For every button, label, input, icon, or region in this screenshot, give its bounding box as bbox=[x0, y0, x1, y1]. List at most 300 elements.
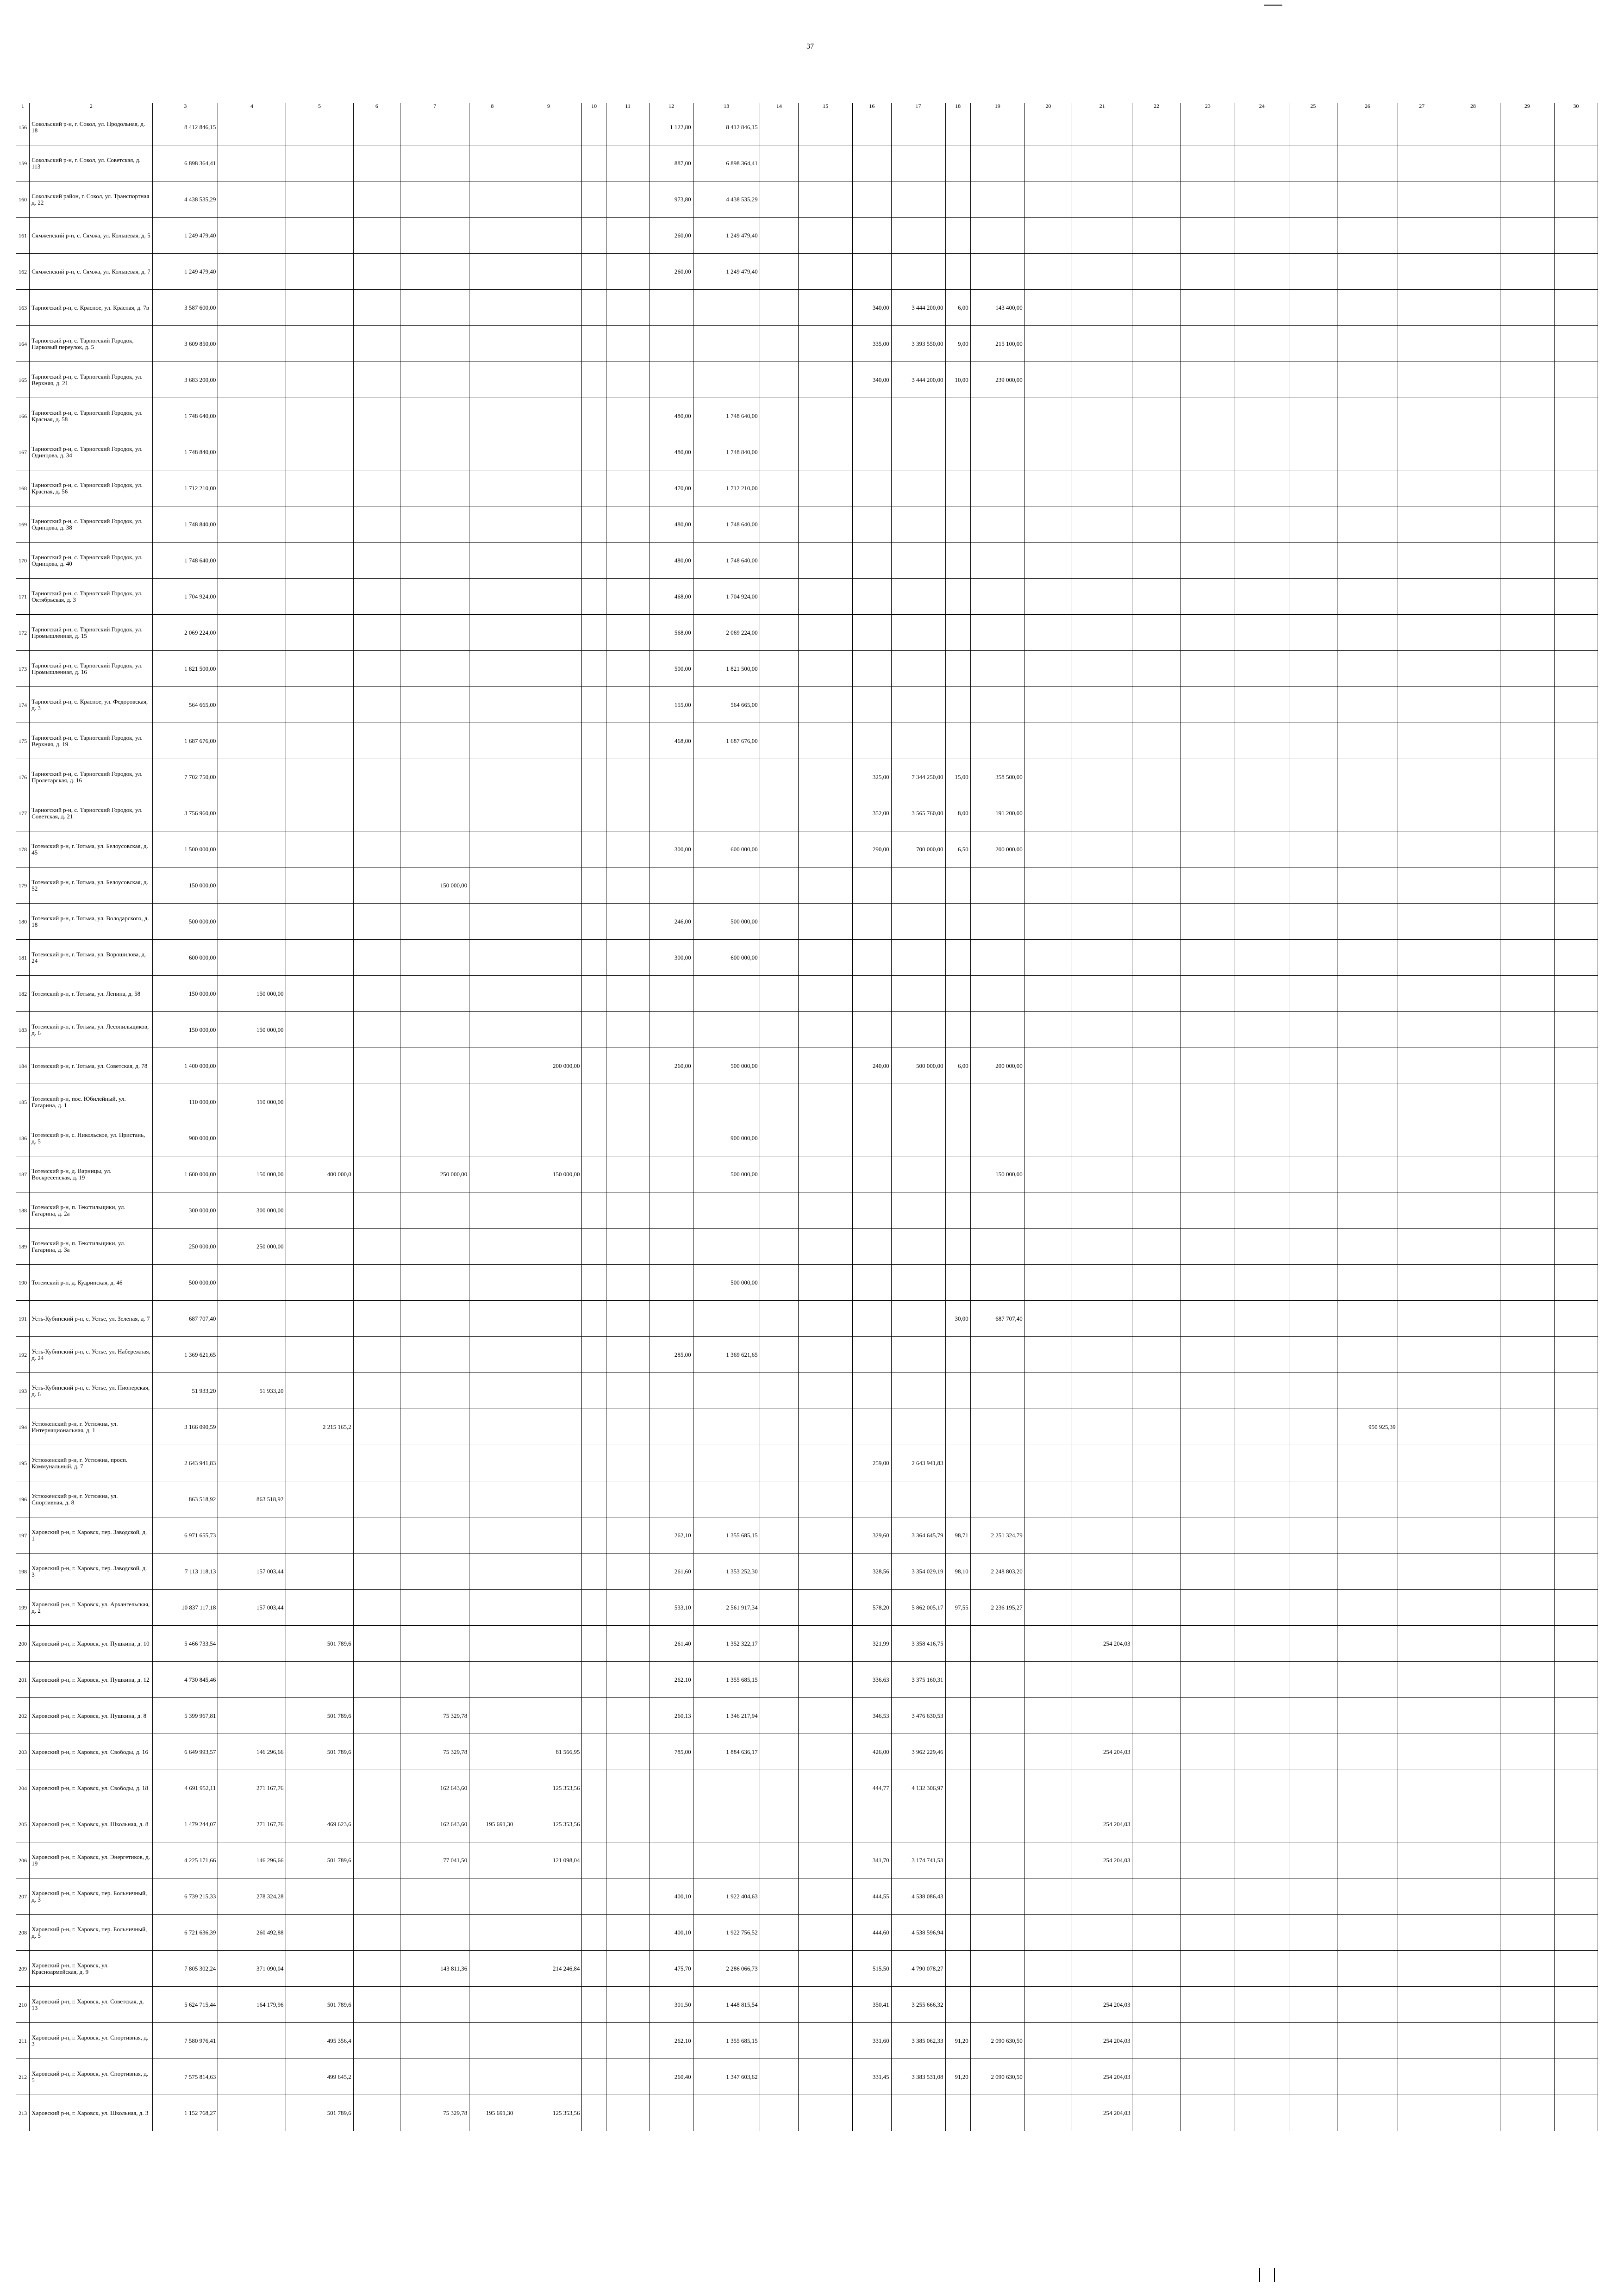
value-cell: 240,00 bbox=[853, 1048, 892, 1084]
address-cell: Тарногский р-н, с. Тарногский Городок, ул. Одинцова, д. 38 bbox=[30, 506, 153, 543]
value-cell bbox=[1337, 795, 1398, 831]
address-cell: Харовский р-н, г. Харовск, пер. Больничный, д. 3 bbox=[30, 1878, 153, 1915]
value-cell bbox=[760, 1698, 799, 1734]
value-cell bbox=[353, 615, 400, 651]
column-number: 10 bbox=[582, 103, 606, 109]
value-cell bbox=[353, 2023, 400, 2059]
value-cell bbox=[400, 362, 469, 398]
value-cell bbox=[469, 651, 515, 687]
value-cell bbox=[515, 1012, 582, 1048]
value-cell bbox=[1337, 1084, 1398, 1120]
value-cell bbox=[1337, 1878, 1398, 1915]
value-cell bbox=[760, 181, 799, 218]
value-cell bbox=[582, 940, 606, 976]
table-row bbox=[16, 1373, 1598, 1409]
table-row bbox=[16, 1265, 1598, 1301]
value-cell: 157 003,44 bbox=[218, 1554, 286, 1590]
value-cell bbox=[515, 1517, 582, 1554]
value-cell bbox=[515, 615, 582, 651]
value-cell bbox=[970, 1987, 1024, 2023]
value-cell bbox=[469, 759, 515, 795]
value-cell bbox=[1337, 1915, 1398, 1951]
value-cell bbox=[799, 1626, 853, 1662]
value-cell bbox=[760, 1806, 799, 1842]
value-cell bbox=[1024, 1987, 1072, 2023]
address-cell: Тотемский р-н, г. Тотьма, ул. Белоусовская, д. 45 bbox=[30, 831, 153, 867]
value-cell bbox=[606, 1517, 650, 1554]
value-cell: 3 962 229,46 bbox=[891, 1734, 945, 1770]
value-cell bbox=[1289, 1590, 1337, 1626]
value-cell bbox=[1235, 1915, 1289, 1951]
value-cell bbox=[1446, 1301, 1500, 1337]
value-cell bbox=[1500, 1012, 1554, 1048]
value-cell bbox=[970, 506, 1024, 543]
value-cell bbox=[1024, 543, 1072, 579]
value-cell bbox=[1132, 1156, 1181, 1192]
address-cell: Сямженский р-н, с. Сямжа, ул. Кольцевая, д. 7 bbox=[30, 254, 153, 290]
value-cell bbox=[1181, 145, 1235, 181]
value-cell bbox=[469, 1373, 515, 1409]
value-cell bbox=[515, 1662, 582, 1698]
value-cell: 501 789,6 bbox=[286, 1842, 353, 1878]
value-cell: 335,00 bbox=[853, 326, 892, 362]
value-cell: 1 687 676,00 bbox=[153, 723, 218, 759]
value-cell bbox=[650, 1120, 693, 1156]
value-cell bbox=[799, 2095, 853, 2131]
value-cell bbox=[1072, 579, 1132, 615]
value-cell bbox=[1337, 2023, 1398, 2059]
value-cell bbox=[400, 1337, 469, 1373]
value-cell bbox=[1235, 1337, 1289, 1373]
value-cell bbox=[1072, 1373, 1132, 1409]
value-cell bbox=[1024, 940, 1072, 976]
value-cell bbox=[1072, 1192, 1132, 1229]
value-cell bbox=[1398, 181, 1446, 218]
value-cell bbox=[1024, 1554, 1072, 1590]
value-cell bbox=[1500, 831, 1554, 867]
value-cell bbox=[1446, 543, 1500, 579]
value-cell: 3 444 200,00 bbox=[891, 290, 945, 326]
value-cell bbox=[469, 615, 515, 651]
value-cell bbox=[1337, 1048, 1398, 1084]
value-cell bbox=[1554, 795, 1598, 831]
value-cell bbox=[799, 470, 853, 506]
value-cell bbox=[353, 1698, 400, 1734]
value-cell bbox=[760, 326, 799, 362]
value-cell bbox=[1181, 254, 1235, 290]
value-cell bbox=[1554, 1770, 1598, 1806]
value-cell: 2 090 630,50 bbox=[970, 2059, 1024, 2095]
value-cell bbox=[1337, 1770, 1398, 1806]
value-cell bbox=[760, 1373, 799, 1409]
column-number: 19 bbox=[970, 103, 1024, 109]
value-cell bbox=[1554, 1878, 1598, 1915]
value-cell bbox=[1235, 579, 1289, 615]
value-cell bbox=[1181, 1445, 1235, 1481]
value-cell bbox=[582, 290, 606, 326]
value-cell bbox=[1024, 723, 1072, 759]
value-cell bbox=[469, 1409, 515, 1445]
value-cell bbox=[515, 759, 582, 795]
value-cell bbox=[1500, 1734, 1554, 1770]
value-cell bbox=[1132, 398, 1181, 434]
value-cell bbox=[1289, 1048, 1337, 1084]
value-cell bbox=[1024, 1951, 1072, 1987]
value-cell bbox=[1132, 867, 1181, 904]
value-cell bbox=[1235, 940, 1289, 976]
value-cell bbox=[1132, 904, 1181, 940]
value-cell bbox=[606, 181, 650, 218]
value-cell bbox=[582, 1517, 606, 1554]
value-cell: 121 098,04 bbox=[515, 1842, 582, 1878]
value-cell bbox=[286, 1878, 353, 1915]
value-cell bbox=[1446, 1698, 1500, 1734]
value-cell bbox=[1132, 1770, 1181, 1806]
value-cell bbox=[1024, 506, 1072, 543]
value-cell: 9,00 bbox=[945, 326, 970, 362]
value-cell bbox=[1554, 1012, 1598, 1048]
value-cell bbox=[1181, 651, 1235, 687]
value-cell bbox=[400, 181, 469, 218]
value-cell bbox=[970, 1265, 1024, 1301]
column-number: 23 bbox=[1181, 103, 1235, 109]
value-cell: 568,00 bbox=[650, 615, 693, 651]
value-cell bbox=[1446, 1084, 1500, 1120]
address-cell: Тотемский р-н, пос. Юбилейный, ул. Гагарина, д. 1 bbox=[30, 1084, 153, 1120]
row-number: 172 bbox=[16, 615, 30, 651]
value-cell bbox=[353, 904, 400, 940]
value-cell bbox=[1554, 1265, 1598, 1301]
value-cell bbox=[582, 1626, 606, 1662]
value-cell bbox=[400, 1517, 469, 1554]
value-cell bbox=[469, 218, 515, 254]
address-cell: Харовский р-н, г. Харовск, ул. Советская, д. 13 bbox=[30, 1987, 153, 2023]
value-cell bbox=[1024, 687, 1072, 723]
value-cell: 4 730 845,46 bbox=[153, 1662, 218, 1698]
value-cell bbox=[945, 1878, 970, 1915]
value-cell bbox=[286, 1301, 353, 1337]
value-cell: 7 575 814,63 bbox=[153, 2059, 218, 2095]
value-cell bbox=[353, 326, 400, 362]
value-cell: 1 249 479,40 bbox=[153, 218, 218, 254]
value-cell bbox=[799, 145, 853, 181]
value-cell bbox=[1500, 1626, 1554, 1662]
value-cell bbox=[286, 723, 353, 759]
value-cell: 863 518,92 bbox=[153, 1481, 218, 1517]
value-cell bbox=[582, 1301, 606, 1337]
value-cell: 10,00 bbox=[945, 362, 970, 398]
value-cell bbox=[1554, 579, 1598, 615]
value-cell: 7 805 302,24 bbox=[153, 1951, 218, 1987]
value-cell bbox=[650, 1373, 693, 1409]
value-cell bbox=[1337, 759, 1398, 795]
value-cell bbox=[693, 1481, 760, 1517]
value-cell bbox=[469, 1842, 515, 1878]
value-cell bbox=[1235, 145, 1289, 181]
row-number: 160 bbox=[16, 181, 30, 218]
value-cell bbox=[606, 904, 650, 940]
value-cell bbox=[1446, 831, 1500, 867]
value-cell bbox=[1024, 651, 1072, 687]
value-cell bbox=[1337, 1337, 1398, 1373]
value-cell bbox=[1554, 1048, 1598, 1084]
value-cell bbox=[469, 1445, 515, 1481]
value-cell bbox=[1072, 1951, 1132, 1987]
value-cell bbox=[853, 687, 892, 723]
value-cell bbox=[606, 1229, 650, 1265]
value-cell: 3 385 062,33 bbox=[891, 2023, 945, 2059]
value-cell bbox=[286, 867, 353, 904]
value-cell bbox=[469, 1987, 515, 2023]
value-cell bbox=[606, 1554, 650, 1590]
value-cell bbox=[1398, 218, 1446, 254]
value-cell bbox=[1500, 1590, 1554, 1626]
row-number: 191 bbox=[16, 1301, 30, 1337]
value-cell: 254 204,03 bbox=[1072, 1734, 1132, 1770]
value-cell bbox=[1337, 2059, 1398, 2095]
value-cell bbox=[218, 615, 286, 651]
value-cell bbox=[799, 579, 853, 615]
value-cell: 1 355 685,15 bbox=[693, 2023, 760, 2059]
value-cell bbox=[353, 1806, 400, 1842]
value-cell bbox=[1289, 1120, 1337, 1156]
value-cell: 200 000,00 bbox=[970, 831, 1024, 867]
value-cell: 4 691 952,11 bbox=[153, 1770, 218, 1806]
table-row bbox=[16, 1156, 1598, 1192]
value-cell bbox=[1235, 1842, 1289, 1878]
value-cell bbox=[1398, 290, 1446, 326]
value-cell bbox=[469, 1084, 515, 1120]
value-cell bbox=[400, 687, 469, 723]
row-number: 205 bbox=[16, 1806, 30, 1842]
value-cell bbox=[1132, 218, 1181, 254]
value-cell: 191 200,00 bbox=[970, 795, 1024, 831]
value-cell bbox=[606, 1481, 650, 1517]
value-cell bbox=[1072, 1517, 1132, 1554]
row-number: 193 bbox=[16, 1373, 30, 1409]
value-cell bbox=[1235, 1987, 1289, 2023]
value-cell bbox=[1337, 326, 1398, 362]
value-cell bbox=[1398, 615, 1446, 651]
value-cell: 150 000,00 bbox=[218, 976, 286, 1012]
column-number: 11 bbox=[606, 103, 650, 109]
value-cell: 1 346 217,94 bbox=[693, 1698, 760, 1734]
row-number: 173 bbox=[16, 651, 30, 687]
row-number: 164 bbox=[16, 326, 30, 362]
value-cell bbox=[1500, 1337, 1554, 1373]
value-cell bbox=[1398, 362, 1446, 398]
address-cell: Харовский р-н, г. Харовск, ул. Красноармейская, д. 9 bbox=[30, 1951, 153, 1987]
value-cell bbox=[799, 1842, 853, 1878]
value-cell bbox=[945, 1120, 970, 1156]
value-cell bbox=[1235, 1662, 1289, 1698]
value-cell bbox=[1337, 1590, 1398, 1626]
row-number: 196 bbox=[16, 1481, 30, 1517]
value-cell bbox=[760, 109, 799, 145]
value-cell bbox=[286, 218, 353, 254]
value-cell bbox=[1024, 1662, 1072, 1698]
value-cell bbox=[1132, 1084, 1181, 1120]
value-cell bbox=[1289, 1662, 1337, 1698]
value-cell: 7 344 250,00 bbox=[891, 759, 945, 795]
value-cell: 358 500,00 bbox=[970, 759, 1024, 795]
value-cell bbox=[286, 1481, 353, 1517]
value-cell bbox=[945, 1156, 970, 1192]
value-cell bbox=[799, 940, 853, 976]
value-cell bbox=[1446, 1915, 1500, 1951]
value-cell bbox=[1235, 326, 1289, 362]
value-cell bbox=[970, 687, 1024, 723]
value-cell bbox=[1337, 940, 1398, 976]
table-row bbox=[16, 1445, 1598, 1481]
value-cell bbox=[945, 579, 970, 615]
value-cell bbox=[1072, 398, 1132, 434]
value-cell bbox=[218, 470, 286, 506]
value-cell: 499 645,2 bbox=[286, 2059, 353, 2095]
row-number: 189 bbox=[16, 1229, 30, 1265]
value-cell bbox=[1337, 1445, 1398, 1481]
value-cell bbox=[1235, 1951, 1289, 1987]
value-cell: 91,20 bbox=[945, 2059, 970, 2095]
row-number: 194 bbox=[16, 1409, 30, 1445]
value-cell bbox=[1132, 109, 1181, 145]
value-cell bbox=[1446, 1590, 1500, 1626]
value-cell bbox=[1132, 976, 1181, 1012]
address-cell: Тарногский р-н, с. Тарногский Городок, ул. Одинцова, д. 40 bbox=[30, 543, 153, 579]
value-cell: 259,00 bbox=[853, 1445, 892, 1481]
value-cell: 5 624 715,44 bbox=[153, 1987, 218, 2023]
value-cell bbox=[400, 1878, 469, 1915]
value-cell: 8 412 846,15 bbox=[153, 109, 218, 145]
value-cell bbox=[218, 109, 286, 145]
value-cell bbox=[1289, 1842, 1337, 1878]
value-cell: 3 587 600,00 bbox=[153, 290, 218, 326]
value-cell: 254 204,03 bbox=[1072, 1842, 1132, 1878]
value-cell bbox=[582, 434, 606, 470]
value-cell bbox=[218, 940, 286, 976]
value-cell: 1 712 210,00 bbox=[153, 470, 218, 506]
value-cell bbox=[469, 109, 515, 145]
value-cell bbox=[853, 723, 892, 759]
value-cell bbox=[1132, 543, 1181, 579]
value-cell bbox=[1072, 1554, 1132, 1590]
value-cell bbox=[286, 687, 353, 723]
value-cell bbox=[760, 1265, 799, 1301]
value-cell bbox=[1446, 181, 1500, 218]
value-cell: 341,70 bbox=[853, 1842, 892, 1878]
value-cell bbox=[1072, 1084, 1132, 1120]
row-number: 195 bbox=[16, 1445, 30, 1481]
value-cell: 564 665,00 bbox=[153, 687, 218, 723]
value-cell bbox=[1181, 1987, 1235, 2023]
value-cell bbox=[891, 1156, 945, 1192]
value-cell: 300 000,00 bbox=[218, 1192, 286, 1229]
value-cell bbox=[799, 1987, 853, 2023]
value-cell bbox=[353, 2059, 400, 2095]
value-cell bbox=[760, 1229, 799, 1265]
value-cell bbox=[853, 1156, 892, 1192]
value-cell bbox=[945, 145, 970, 181]
value-cell bbox=[1072, 290, 1132, 326]
value-cell bbox=[606, 109, 650, 145]
value-cell bbox=[970, 470, 1024, 506]
value-cell bbox=[400, 1409, 469, 1445]
value-cell bbox=[1235, 109, 1289, 145]
value-cell bbox=[353, 651, 400, 687]
value-cell bbox=[1337, 904, 1398, 940]
value-cell bbox=[1235, 1229, 1289, 1265]
value-cell: 125 353,56 bbox=[515, 2095, 582, 2131]
value-cell: 261,60 bbox=[650, 1554, 693, 1590]
value-cell bbox=[1554, 326, 1598, 362]
value-cell bbox=[1072, 1265, 1132, 1301]
value-cell bbox=[853, 1481, 892, 1517]
value-cell bbox=[286, 1120, 353, 1156]
value-cell bbox=[1181, 904, 1235, 940]
value-cell bbox=[1289, 398, 1337, 434]
row-number: 174 bbox=[16, 687, 30, 723]
value-cell bbox=[1235, 1265, 1289, 1301]
value-cell: 150 000,00 bbox=[153, 1012, 218, 1048]
value-cell bbox=[1132, 1806, 1181, 1842]
value-cell bbox=[693, 1301, 760, 1337]
address-cell: Тарногский р-н, с. Тарногский Городок, ул. Верхняя, д. 19 bbox=[30, 723, 153, 759]
value-cell bbox=[218, 1626, 286, 1662]
value-cell bbox=[760, 2059, 799, 2095]
value-cell bbox=[469, 723, 515, 759]
value-cell bbox=[286, 1337, 353, 1373]
value-cell bbox=[760, 1481, 799, 1517]
value-cell bbox=[1024, 1517, 1072, 1554]
value-cell bbox=[286, 1192, 353, 1229]
value-cell bbox=[1398, 1192, 1446, 1229]
value-cell bbox=[1181, 723, 1235, 759]
value-cell bbox=[606, 326, 650, 362]
value-cell bbox=[945, 867, 970, 904]
value-cell bbox=[1181, 1698, 1235, 1734]
address-cell: Тарногский р-н, с. Тарногский Городок, ул. Промышленная, д. 15 bbox=[30, 615, 153, 651]
table-row bbox=[16, 1048, 1598, 1084]
value-cell bbox=[582, 1265, 606, 1301]
value-cell bbox=[760, 976, 799, 1012]
value-cell bbox=[970, 1878, 1024, 1915]
value-cell: 254 204,03 bbox=[1072, 2095, 1132, 2131]
value-cell: 6 721 636,39 bbox=[153, 1915, 218, 1951]
value-cell: 480,00 bbox=[650, 506, 693, 543]
value-cell bbox=[799, 1048, 853, 1084]
value-cell bbox=[1072, 976, 1132, 1012]
value-cell bbox=[1289, 2095, 1337, 2131]
value-cell bbox=[1072, 1120, 1132, 1156]
value-cell bbox=[1500, 326, 1554, 362]
value-cell bbox=[582, 976, 606, 1012]
value-cell: 5 399 967,81 bbox=[153, 1698, 218, 1734]
value-cell bbox=[853, 579, 892, 615]
value-cell bbox=[353, 1337, 400, 1373]
value-cell bbox=[218, 326, 286, 362]
value-cell bbox=[286, 1084, 353, 1120]
value-cell bbox=[1072, 470, 1132, 506]
row-number: 212 bbox=[16, 2059, 30, 2095]
value-cell bbox=[1024, 976, 1072, 1012]
value-cell bbox=[970, 1806, 1024, 1842]
value-cell bbox=[970, 1734, 1024, 1770]
value-cell bbox=[218, 290, 286, 326]
value-cell bbox=[1337, 470, 1398, 506]
value-cell bbox=[515, 940, 582, 976]
value-cell bbox=[515, 254, 582, 290]
value-cell: 195 691,30 bbox=[469, 1806, 515, 1842]
